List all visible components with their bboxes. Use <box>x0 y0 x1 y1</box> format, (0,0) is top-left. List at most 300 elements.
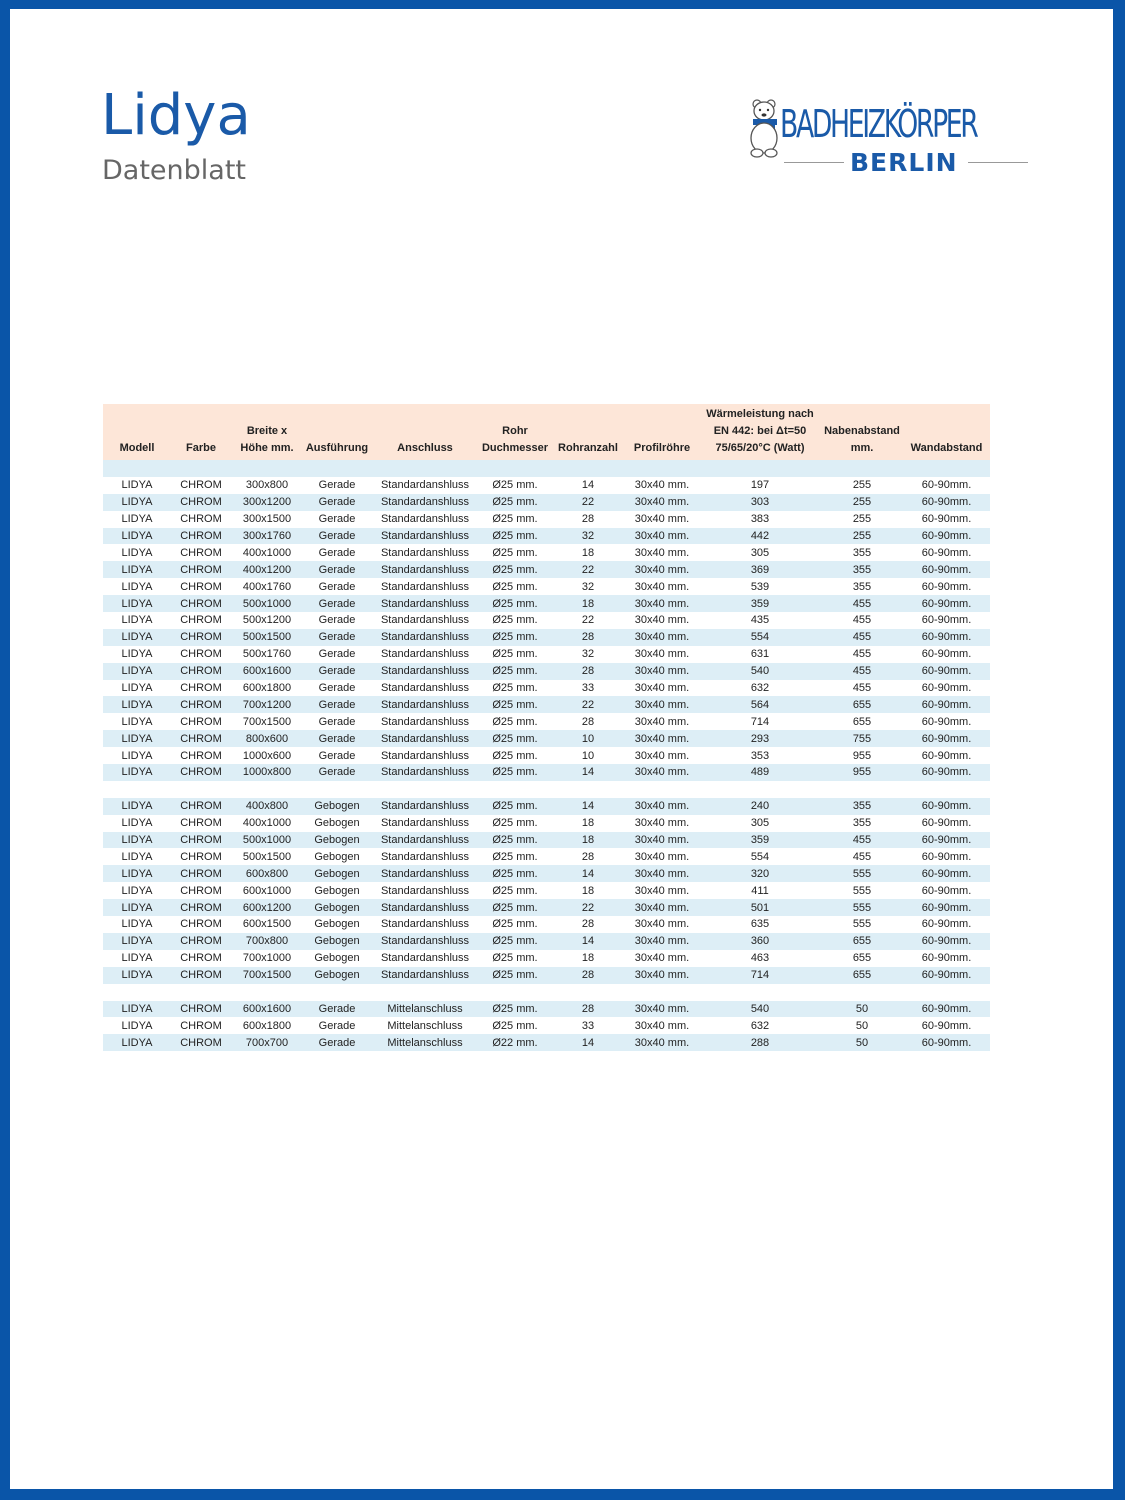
table-cell: 22 <box>551 612 625 629</box>
table-cell: Standardanshluss <box>371 595 479 612</box>
table-cell: Standardanshluss <box>371 865 479 882</box>
table-cell: 33 <box>551 1017 625 1034</box>
table-cell: 455 <box>821 848 903 865</box>
table-cell: Ø25 mm. <box>479 899 551 916</box>
table-cell: 555 <box>821 882 903 899</box>
table-cell: LIDYA <box>103 933 171 950</box>
table-row <box>103 815 990 832</box>
brand-logo <box>746 96 1031 180</box>
column-header: Modell <box>103 404 171 460</box>
table-cell: LIDYA <box>103 815 171 832</box>
table-cell: 60-90mm. <box>903 916 990 933</box>
table-cell: 300x800 <box>231 477 303 494</box>
spacer-cell <box>903 781 990 798</box>
table-cell: 700x1000 <box>231 950 303 967</box>
table-cell: CHROM <box>171 612 231 629</box>
spacer-cell <box>551 460 625 477</box>
table-row <box>103 1017 990 1034</box>
table-cell: 755 <box>821 730 903 747</box>
table-cell: 30x40 mm. <box>625 528 699 545</box>
table-cell: Gerade <box>303 629 371 646</box>
spacer-cell <box>231 460 303 477</box>
table-cell: Ø25 mm. <box>479 1001 551 1018</box>
table-cell: 500x1500 <box>231 629 303 646</box>
table-cell: 400x1760 <box>231 578 303 595</box>
table-cell: CHROM <box>171 595 231 612</box>
table-cell: Standardanshluss <box>371 967 479 984</box>
table-cell: Gerade <box>303 477 371 494</box>
table-cell: 600x1500 <box>231 916 303 933</box>
table-cell: CHROM <box>171 747 231 764</box>
table-cell: 539 <box>699 578 821 595</box>
table-cell: 1000x600 <box>231 747 303 764</box>
table-cell: 60-90mm. <box>903 882 990 899</box>
table-row <box>103 899 990 916</box>
table-cell: 600x1600 <box>231 663 303 680</box>
table-cell: 30x40 mm. <box>625 544 699 561</box>
table-cell: 255 <box>821 511 903 528</box>
table-cell: Standardanshluss <box>371 663 479 680</box>
table-cell: 60-90mm. <box>903 865 990 882</box>
logo-wordmark: BADHEIZKÖRPER <box>780 102 977 146</box>
table-cell: 60-90mm. <box>903 815 990 832</box>
table-cell: CHROM <box>171 1034 231 1051</box>
table-cell: 554 <box>699 848 821 865</box>
spacer-cell <box>625 781 699 798</box>
table-cell: CHROM <box>171 899 231 916</box>
table-cell: 555 <box>821 916 903 933</box>
table-row <box>103 544 990 561</box>
table-cell: 255 <box>821 494 903 511</box>
table-cell: 555 <box>821 899 903 916</box>
table-cell: Gebogen <box>303 882 371 899</box>
table-cell: CHROM <box>171 815 231 832</box>
table-cell: 60-90mm. <box>903 713 990 730</box>
table-cell: 320 <box>699 865 821 882</box>
table-cell: Gebogen <box>303 933 371 950</box>
table-cell: 60-90mm. <box>903 511 990 528</box>
table-cell: 355 <box>821 561 903 578</box>
table-cell: 500x1760 <box>231 646 303 663</box>
table-cell: 955 <box>821 747 903 764</box>
table-cell: Ø25 mm. <box>479 848 551 865</box>
table-cell: 30x40 mm. <box>625 696 699 713</box>
table-cell: 28 <box>551 629 625 646</box>
table-cell: Standardanshluss <box>371 696 479 713</box>
column-header: Rohr Duchmesser <box>479 404 551 460</box>
table-row <box>103 696 990 713</box>
table-cell: 60-90mm. <box>903 680 990 697</box>
table-cell: 22 <box>551 561 625 578</box>
table-cell: 28 <box>551 713 625 730</box>
table-cell: CHROM <box>171 663 231 680</box>
table-cell: 14 <box>551 1034 625 1051</box>
column-header: Profilröhre <box>625 404 699 460</box>
spacer-cell <box>479 460 551 477</box>
logo-divider-right <box>968 162 1028 163</box>
table-cell: Gerade <box>303 544 371 561</box>
spacer-cell <box>371 781 479 798</box>
table-row <box>103 950 990 967</box>
table-cell: 30x40 mm. <box>625 730 699 747</box>
table-cell: 28 <box>551 1001 625 1018</box>
table-cell: Gerade <box>303 696 371 713</box>
table-cell: CHROM <box>171 680 231 697</box>
table-cell: Ø25 mm. <box>479 832 551 849</box>
table-cell: Standardanshluss <box>371 561 479 578</box>
table-cell: 255 <box>821 477 903 494</box>
table-cell: CHROM <box>171 798 231 815</box>
table-cell: Standardanshluss <box>371 747 479 764</box>
spacer-cell <box>103 460 171 477</box>
table-row <box>103 865 990 882</box>
spacer-cell <box>699 460 821 477</box>
table-cell: 60-90mm. <box>903 629 990 646</box>
table-cell: CHROM <box>171 967 231 984</box>
table-row <box>103 528 990 545</box>
table-cell: Standardanshluss <box>371 511 479 528</box>
table-cell: 30x40 mm. <box>625 747 699 764</box>
table-cell: 30x40 mm. <box>625 933 699 950</box>
table-cell: Gerade <box>303 1034 371 1051</box>
table-row <box>103 713 990 730</box>
table-cell: CHROM <box>171 713 231 730</box>
table-cell: 355 <box>821 544 903 561</box>
table-cell: Ø25 mm. <box>479 933 551 950</box>
table-cell: 30x40 mm. <box>625 494 699 511</box>
table-cell: 700x700 <box>231 1034 303 1051</box>
table-cell: 355 <box>821 578 903 595</box>
table-cell: Ø25 mm. <box>479 916 551 933</box>
table-cell: 554 <box>699 629 821 646</box>
table-cell: CHROM <box>171 882 231 899</box>
datasheet-table-container <box>103 404 990 1051</box>
group-spacer-row <box>103 460 990 477</box>
column-header: Anschluss <box>371 404 479 460</box>
table-cell: 500x1000 <box>231 832 303 849</box>
table-cell: 30x40 mm. <box>625 663 699 680</box>
table-cell: 28 <box>551 848 625 865</box>
table-cell: 60-90mm. <box>903 528 990 545</box>
table-row <box>103 730 990 747</box>
table-cell: 631 <box>699 646 821 663</box>
table-cell: CHROM <box>171 696 231 713</box>
table-cell: 60-90mm. <box>903 967 990 984</box>
table-cell: CHROM <box>171 848 231 865</box>
table-cell: CHROM <box>171 544 231 561</box>
table-cell: 30x40 mm. <box>625 848 699 865</box>
table-cell: 500x1200 <box>231 612 303 629</box>
table-cell: LIDYA <box>103 899 171 916</box>
table-cell: Ø25 mm. <box>479 629 551 646</box>
table-cell: 30x40 mm. <box>625 899 699 916</box>
table-cell: 655 <box>821 933 903 950</box>
table-cell: 60-90mm. <box>903 730 990 747</box>
table-cell: 714 <box>699 967 821 984</box>
table-cell: Standardanshluss <box>371 494 479 511</box>
table-cell: 30x40 mm. <box>625 578 699 595</box>
table-cell: 369 <box>699 561 821 578</box>
table-cell: LIDYA <box>103 865 171 882</box>
table-cell: Standardanshluss <box>371 899 479 916</box>
table-cell: 30x40 mm. <box>625 629 699 646</box>
table-cell: Gerade <box>303 764 371 781</box>
table-cell: Ø25 mm. <box>479 696 551 713</box>
table-row <box>103 916 990 933</box>
spacer-cell <box>303 984 371 1001</box>
table-cell: 60-90mm. <box>903 764 990 781</box>
column-header: Nabenabstand mm. <box>821 404 903 460</box>
table-cell: 600x800 <box>231 865 303 882</box>
table-cell: Gerade <box>303 646 371 663</box>
table-cell: Standardanshluss <box>371 950 479 967</box>
table-cell: LIDYA <box>103 646 171 663</box>
table-cell: 355 <box>821 815 903 832</box>
table-cell: 655 <box>821 696 903 713</box>
table-cell: 400x1000 <box>231 544 303 561</box>
table-cell: 28 <box>551 916 625 933</box>
table-row <box>103 764 990 781</box>
table-cell: 60-90mm. <box>903 646 990 663</box>
table-cell: Gebogen <box>303 798 371 815</box>
table-cell: Standardanshluss <box>371 798 479 815</box>
table-cell: 33 <box>551 680 625 697</box>
table-cell: Standardanshluss <box>371 544 479 561</box>
table-cell: Standardanshluss <box>371 815 479 832</box>
table-cell: Standardanshluss <box>371 477 479 494</box>
table-cell: 305 <box>699 815 821 832</box>
bear-mascot-icon <box>748 98 782 158</box>
table-cell: Ø25 mm. <box>479 612 551 629</box>
logo-divider-left <box>784 162 844 163</box>
table-cell: CHROM <box>171 477 231 494</box>
table-cell: Ø25 mm. <box>479 730 551 747</box>
table-cell: 60-90mm. <box>903 950 990 967</box>
table-cell: Gerade <box>303 595 371 612</box>
table-cell: Gebogen <box>303 950 371 967</box>
table-cell: 540 <box>699 1001 821 1018</box>
table-cell: 18 <box>551 832 625 849</box>
table-cell: 455 <box>821 663 903 680</box>
table-cell: LIDYA <box>103 528 171 545</box>
table-cell: LIDYA <box>103 477 171 494</box>
table-cell: Ø25 mm. <box>479 950 551 967</box>
table-cell: 30x40 mm. <box>625 832 699 849</box>
table-cell: 50 <box>821 1017 903 1034</box>
table-row <box>103 663 990 680</box>
spacer-cell <box>371 984 479 1001</box>
table-cell: LIDYA <box>103 713 171 730</box>
table-cell: 600x1800 <box>231 1017 303 1034</box>
table-cell: 14 <box>551 798 625 815</box>
table-cell: 30x40 mm. <box>625 1001 699 1018</box>
table-cell: LIDYA <box>103 950 171 967</box>
table-cell: 442 <box>699 528 821 545</box>
table-cell: 60-90mm. <box>903 747 990 764</box>
table-row <box>103 798 990 815</box>
spacer-cell <box>303 781 371 798</box>
column-header: Breite x Höhe mm. <box>231 404 303 460</box>
table-cell: Standardanshluss <box>371 629 479 646</box>
table-cell: 383 <box>699 511 821 528</box>
table-cell: 60-90mm. <box>903 1034 990 1051</box>
table-cell: 22 <box>551 696 625 713</box>
spacer-cell <box>171 984 231 1001</box>
table-cell: CHROM <box>171 494 231 511</box>
table-cell: 555 <box>821 865 903 882</box>
table-cell: 18 <box>551 595 625 612</box>
table-body <box>103 460 990 1051</box>
table-cell: 18 <box>551 882 625 899</box>
table-cell: 60-90mm. <box>903 612 990 629</box>
table-cell: Ø25 mm. <box>479 865 551 882</box>
table-cell: Ø25 mm. <box>479 747 551 764</box>
table-cell: LIDYA <box>103 730 171 747</box>
table-cell: LIDYA <box>103 798 171 815</box>
table-cell: 600x1200 <box>231 899 303 916</box>
table-cell: Gebogen <box>303 848 371 865</box>
table-cell: 240 <box>699 798 821 815</box>
table-cell: 30x40 mm. <box>625 713 699 730</box>
table-cell: Mittelanschluss <box>371 1017 479 1034</box>
table-cell: 435 <box>699 612 821 629</box>
table-cell: 955 <box>821 764 903 781</box>
table-cell: 359 <box>699 832 821 849</box>
spacer-cell <box>625 984 699 1001</box>
table-cell: LIDYA <box>103 882 171 899</box>
table-cell: 400x800 <box>231 798 303 815</box>
table-cell: 60-90mm. <box>903 899 990 916</box>
table-cell: 635 <box>699 916 821 933</box>
table-cell: 355 <box>821 798 903 815</box>
table-header-row <box>103 404 990 460</box>
table-cell: 14 <box>551 477 625 494</box>
table-cell: 400x1200 <box>231 561 303 578</box>
table-cell: Gebogen <box>303 967 371 984</box>
column-header: Wandabstand <box>903 404 990 460</box>
table-cell: Ø25 mm. <box>479 680 551 697</box>
table-row <box>103 477 990 494</box>
table-cell: 800x600 <box>231 730 303 747</box>
group-spacer-row <box>103 984 990 1001</box>
group-spacer-row <box>103 781 990 798</box>
table-cell: Gebogen <box>303 815 371 832</box>
table-cell: Ø25 mm. <box>479 561 551 578</box>
table-cell: 353 <box>699 747 821 764</box>
table-cell: LIDYA <box>103 1017 171 1034</box>
table-cell: CHROM <box>171 561 231 578</box>
table-cell: 455 <box>821 612 903 629</box>
spacer-cell <box>231 984 303 1001</box>
table-cell: Ø25 mm. <box>479 663 551 680</box>
spacer-cell <box>821 460 903 477</box>
table-cell: 18 <box>551 544 625 561</box>
table-cell: 14 <box>551 933 625 950</box>
table-cell: 30x40 mm. <box>625 865 699 882</box>
table-cell: 30x40 mm. <box>625 595 699 612</box>
table-cell: LIDYA <box>103 494 171 511</box>
table-cell: Gerade <box>303 528 371 545</box>
table-cell: CHROM <box>171 1017 231 1034</box>
table-cell: 30x40 mm. <box>625 882 699 899</box>
table-cell: 288 <box>699 1034 821 1051</box>
table-cell: 32 <box>551 528 625 545</box>
table-cell: 540 <box>699 663 821 680</box>
spacer-cell <box>171 460 231 477</box>
table-row <box>103 848 990 865</box>
table-cell: 60-90mm. <box>903 696 990 713</box>
datasheet-table <box>103 404 990 1051</box>
table-row <box>103 832 990 849</box>
table-cell: Gerade <box>303 612 371 629</box>
spacer-cell <box>231 781 303 798</box>
table-cell: 30x40 mm. <box>625 967 699 984</box>
table-cell: Gerade <box>303 1001 371 1018</box>
table-cell: LIDYA <box>103 764 171 781</box>
table-cell: Standardanshluss <box>371 933 479 950</box>
table-cell: 14 <box>551 865 625 882</box>
table-cell: 60-90mm. <box>903 832 990 849</box>
table-cell: 32 <box>551 578 625 595</box>
table-cell: CHROM <box>171 950 231 967</box>
table-cell: Ø25 mm. <box>479 798 551 815</box>
table-row <box>103 595 990 612</box>
table-cell: CHROM <box>171 865 231 882</box>
table-cell: CHROM <box>171 646 231 663</box>
table-cell: Ø25 mm. <box>479 713 551 730</box>
table-row <box>103 747 990 764</box>
spacer-cell <box>551 781 625 798</box>
table-cell: Gerade <box>303 730 371 747</box>
spacer-cell <box>821 984 903 1001</box>
table-cell: 32 <box>551 646 625 663</box>
table-cell: 300x1760 <box>231 528 303 545</box>
table-cell: Ø25 mm. <box>479 764 551 781</box>
table-row <box>103 1001 990 1018</box>
table-cell: 18 <box>551 950 625 967</box>
table-cell: LIDYA <box>103 511 171 528</box>
table-cell: Gerade <box>303 578 371 595</box>
table-cell: LIDYA <box>103 832 171 849</box>
table-cell: Ø25 mm. <box>479 511 551 528</box>
table-cell: 455 <box>821 832 903 849</box>
table-cell: 60-90mm. <box>903 544 990 561</box>
spacer-cell <box>551 984 625 1001</box>
table-cell: 30x40 mm. <box>625 798 699 815</box>
table-row <box>103 578 990 595</box>
table-cell: 60-90mm. <box>903 494 990 511</box>
table-cell: Standardanshluss <box>371 916 479 933</box>
table-row <box>103 933 990 950</box>
table-cell: 360 <box>699 933 821 950</box>
spacer-cell <box>303 460 371 477</box>
table-cell: 463 <box>699 950 821 967</box>
table-cell: 60-90mm. <box>903 933 990 950</box>
table-cell: Standardanshluss <box>371 848 479 865</box>
table-cell: 10 <box>551 730 625 747</box>
table-cell: Ø25 mm. <box>479 646 551 663</box>
table-cell: Mittelanschluss <box>371 1034 479 1051</box>
table-cell: Ø25 mm. <box>479 815 551 832</box>
table-cell: CHROM <box>171 629 231 646</box>
table-cell: 1000x800 <box>231 764 303 781</box>
table-cell: Standardanshluss <box>371 578 479 595</box>
table-cell: 30x40 mm. <box>625 815 699 832</box>
column-header: Farbe <box>171 404 231 460</box>
table-cell: 30x40 mm. <box>625 561 699 578</box>
table-cell: 501 <box>699 899 821 916</box>
table-cell: 30x40 mm. <box>625 612 699 629</box>
